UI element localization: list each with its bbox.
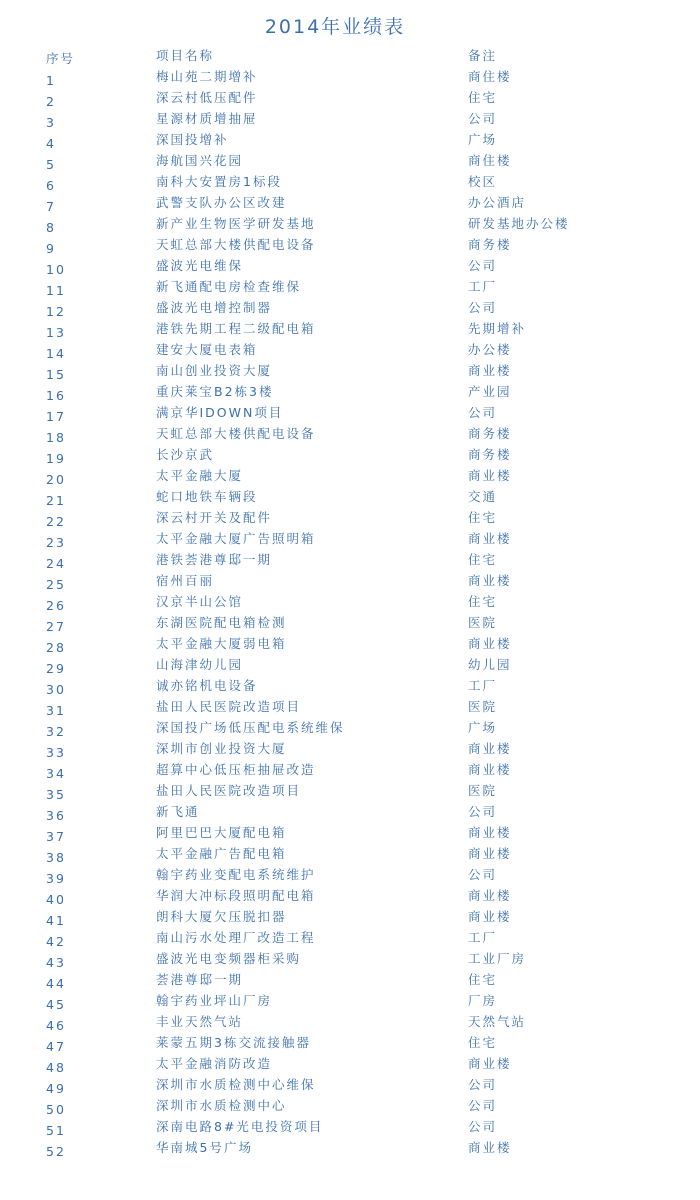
project-name: 深圳市水质检测中心维保: [156, 1077, 316, 1092]
table-row: [0, 696, 700, 717]
project-name: 深国投增补: [156, 132, 229, 147]
project-name: 汉京半山公馆: [156, 594, 244, 609]
project-name: 深南电路8#光电投资项目: [156, 1119, 324, 1134]
table-row: [0, 675, 700, 696]
row-number: 45: [46, 997, 66, 1012]
table-row: [0, 465, 700, 486]
row-note: 工厂: [468, 930, 498, 945]
table-header-row: [0, 45, 700, 66]
row-number: 42: [46, 934, 66, 949]
project-name: 深圳市创业投资大厦: [156, 741, 287, 756]
row-note: 商住楼: [468, 153, 512, 168]
row-number: 2: [46, 94, 56, 109]
row-number: 1: [46, 73, 56, 88]
row-note: 商业楼: [468, 531, 512, 546]
table-row: [0, 927, 700, 948]
row-number: 4: [46, 136, 56, 151]
performance-table: [0, 45, 700, 1158]
row-note: 医院: [468, 615, 498, 630]
project-name: 翰宇药业坪山厂房: [156, 993, 273, 1008]
row-note: 先期增补: [468, 321, 527, 336]
project-name: 深云村开关及配件: [156, 510, 273, 525]
row-note: 住宅: [468, 972, 498, 987]
project-name: 建安大厦电表箱: [156, 342, 258, 357]
row-note: 公司: [468, 405, 498, 420]
row-note: 医院: [468, 699, 498, 714]
project-name: 荟港尊邸一期: [156, 972, 244, 987]
row-number: 20: [46, 472, 66, 487]
table-row: [0, 423, 700, 444]
project-name: 山海津幼儿园: [156, 657, 244, 672]
row-number: 46: [46, 1018, 66, 1033]
row-note: 公司: [468, 111, 498, 126]
table-row: [0, 1053, 700, 1074]
row-number: 38: [46, 850, 66, 865]
table-row: [0, 864, 700, 885]
row-note: 工业厂房: [468, 951, 527, 966]
row-note: 商业楼: [468, 741, 512, 756]
table-row: [0, 780, 700, 801]
row-note: 住宅: [468, 510, 498, 525]
row-number: 19: [46, 451, 66, 466]
project-name: 新产业生物医学研发基地: [156, 216, 316, 231]
project-name: 盛波光电增控制器: [156, 300, 273, 315]
project-name: 太平金融大厦: [156, 468, 244, 483]
table-row: [0, 486, 700, 507]
column-header-name: 项目名称: [156, 48, 215, 63]
row-number: 23: [46, 535, 66, 550]
project-name: 天虹总部大楼供配电设备: [156, 426, 316, 441]
table-row: [0, 738, 700, 759]
row-note: 办公酒店: [468, 195, 527, 210]
project-name: 太平金融消防改造: [156, 1056, 273, 1071]
table-row: [0, 633, 700, 654]
table-row: [0, 822, 700, 843]
row-note: 商业楼: [468, 1056, 512, 1071]
project-name: 盐田人民医院改造项目: [156, 783, 302, 798]
row-note: 幼儿园: [468, 657, 512, 672]
project-name: 莱蒙五期3栋交流接触器: [156, 1035, 311, 1050]
row-note: 厂房: [468, 993, 498, 1008]
project-name: 南山污水处理厂改造工程: [156, 930, 316, 945]
table-row: [0, 990, 700, 1011]
row-note: 广场: [468, 132, 498, 147]
row-number: 40: [46, 892, 66, 907]
row-note: 商务楼: [468, 447, 512, 462]
row-number: 14: [46, 346, 66, 361]
table-row: [0, 171, 700, 192]
table-row: [0, 276, 700, 297]
row-note: 商务楼: [468, 237, 512, 252]
table-row: [0, 87, 700, 108]
table-row: [0, 1074, 700, 1095]
row-note: 住宅: [468, 552, 498, 567]
row-number: 12: [46, 304, 66, 319]
row-note: 校区: [468, 174, 498, 189]
row-number: 51: [46, 1123, 66, 1138]
row-note: 商业楼: [468, 909, 512, 924]
project-name: 星源材质增抽屉: [156, 111, 258, 126]
project-name: 超算中心低压柜抽屉改造: [156, 762, 316, 777]
table-row: [0, 108, 700, 129]
row-note: 工厂: [468, 678, 498, 693]
project-name: 朗科大厦欠压脱扣器: [156, 909, 287, 924]
row-number: 24: [46, 556, 66, 571]
row-number: 37: [46, 829, 66, 844]
row-number: 8: [46, 220, 56, 235]
table-row: [0, 570, 700, 591]
project-name: 天虹总部大楼供配电设备: [156, 237, 316, 252]
row-number: 25: [46, 577, 66, 592]
project-name: 南山创业投资大厦: [156, 363, 273, 378]
project-name: 新飞通: [156, 804, 200, 819]
row-number: 32: [46, 724, 66, 739]
table-row: [0, 255, 700, 276]
project-name: 重庆莱宝B2栋3楼: [156, 384, 274, 399]
project-name: 港铁荟港尊邸一期: [156, 552, 273, 567]
table-row: [0, 654, 700, 675]
row-note: 商业楼: [468, 825, 512, 840]
project-name: 深国投广场低压配电系统维保: [156, 720, 345, 735]
table-row: [0, 297, 700, 318]
row-note: 商住楼: [468, 69, 512, 84]
table-row: [0, 339, 700, 360]
row-number: 28: [46, 640, 66, 655]
project-name: 深云村低压配件: [156, 90, 258, 105]
row-note: 商业楼: [468, 363, 512, 378]
project-name: 武警支队办公区改建: [156, 195, 287, 210]
project-name: 南科大安置房1标段: [156, 174, 282, 189]
row-number: 27: [46, 619, 66, 634]
project-name: 满京华IDOWN项目: [156, 405, 284, 420]
project-name: 长沙京武: [156, 447, 215, 462]
row-number: 52: [46, 1144, 66, 1159]
row-note: 公司: [468, 300, 498, 315]
table-row: [0, 906, 700, 927]
project-name: 华南城5号广场: [156, 1140, 253, 1155]
page-title: 2014年业绩表: [264, 16, 406, 38]
table-row: [0, 759, 700, 780]
row-number: 33: [46, 745, 66, 760]
table-row: [0, 360, 700, 381]
row-number: 9: [46, 241, 56, 256]
row-number: 30: [46, 682, 66, 697]
table-row: [0, 843, 700, 864]
row-number: 50: [46, 1102, 66, 1117]
row-note: 广场: [468, 720, 498, 735]
table-row: [0, 192, 700, 213]
table-row: [0, 612, 700, 633]
table-row: [0, 1032, 700, 1053]
project-name: 梅山苑二期增补: [156, 69, 258, 84]
row-note: 商业楼: [468, 468, 512, 483]
project-name: 宿州百丽: [156, 573, 215, 588]
row-number: 44: [46, 976, 66, 991]
row-note: 住宅: [468, 594, 498, 609]
table-row: [0, 528, 700, 549]
row-note: 商业楼: [468, 846, 512, 861]
table-row: [0, 1095, 700, 1116]
row-number: 29: [46, 661, 66, 676]
row-note: 商业楼: [468, 573, 512, 588]
table-row: [0, 234, 700, 255]
row-note: 天然气站: [468, 1014, 527, 1029]
row-note: 公司: [468, 1119, 498, 1134]
row-number: 17: [46, 409, 66, 424]
table-row: [0, 1011, 700, 1032]
row-note: 商业楼: [468, 888, 512, 903]
row-number: 49: [46, 1081, 66, 1096]
project-name: 盛波光电变频器柜采购: [156, 951, 302, 966]
table-row: [0, 129, 700, 150]
row-note: 住宅: [468, 90, 498, 105]
row-note: 公司: [468, 1077, 498, 1092]
row-number: 34: [46, 766, 66, 781]
row-note: 办公楼: [468, 342, 512, 357]
table-row: [0, 969, 700, 990]
table-row: [0, 885, 700, 906]
row-note: 产业园: [468, 384, 512, 399]
table-row: [0, 150, 700, 171]
table-body: [0, 66, 700, 1158]
table-row: [0, 717, 700, 738]
table-row: [0, 801, 700, 822]
project-name: 太平金融大厦广告照明箱: [156, 531, 316, 546]
row-note: 商业楼: [468, 636, 512, 651]
row-note: 商业楼: [468, 1140, 512, 1155]
table-row: [0, 1137, 700, 1158]
row-number: 22: [46, 514, 66, 529]
row-number: 7: [46, 199, 56, 214]
row-number: 5: [46, 157, 56, 172]
row-note: 公司: [468, 867, 498, 882]
row-number: 11: [46, 283, 66, 298]
table-row: [0, 1116, 700, 1137]
project-name: 港铁先期工程二级配电箱: [156, 321, 316, 336]
table-row: [0, 381, 700, 402]
row-note: 交通: [468, 489, 498, 504]
row-number: 48: [46, 1060, 66, 1075]
row-number: 43: [46, 955, 66, 970]
row-note: 公司: [468, 804, 498, 819]
row-number: 3: [46, 115, 56, 130]
project-name: 深圳市水质检测中心: [156, 1098, 287, 1113]
table-row: [0, 591, 700, 612]
project-name: 太平金融大厦弱电箱: [156, 636, 287, 651]
project-name: 盛波光电维保: [156, 258, 244, 273]
row-number: 35: [46, 787, 66, 802]
row-number: 31: [46, 703, 66, 718]
row-note: 研发基地办公楼: [468, 216, 570, 231]
project-name: 翰宇药业变配电系统维护: [156, 867, 316, 882]
table-row: [0, 444, 700, 465]
row-number: 13: [46, 325, 66, 340]
project-name: 东湖医院配电箱检测: [156, 615, 287, 630]
project-name: 海航国兴花园: [156, 153, 244, 168]
row-number: 41: [46, 913, 66, 928]
table-row: [0, 213, 700, 234]
row-number: 36: [46, 808, 66, 823]
table-row: [0, 507, 700, 528]
project-name: 新飞通配电房检查维保: [156, 279, 302, 294]
project-name: 丰业天然气站: [156, 1014, 244, 1029]
table-row: [0, 66, 700, 87]
project-name: 阿里巴巴大厦配电箱: [156, 825, 287, 840]
row-number: 6: [46, 178, 56, 193]
project-name: 华润大冲标段照明配电箱: [156, 888, 316, 903]
project-name: 诚亦铭机电设备: [156, 678, 258, 693]
column-header-note: 备注: [468, 48, 498, 63]
project-name: 盐田人民医院改造项目: [156, 699, 302, 714]
table-row: [0, 948, 700, 969]
table-row: [0, 402, 700, 423]
column-header-no: 序号: [46, 51, 76, 66]
row-note: 商务楼: [468, 426, 512, 441]
project-name: 蛇口地铁车辆段: [156, 489, 258, 504]
row-note: 公司: [468, 258, 498, 273]
row-number: 21: [46, 493, 66, 508]
row-number: 39: [46, 871, 66, 886]
row-number: 26: [46, 598, 66, 613]
table-row: [0, 318, 700, 339]
row-note: 商业楼: [468, 762, 512, 777]
row-number: 16: [46, 388, 66, 403]
project-name: 太平金融广告配电箱: [156, 846, 287, 861]
row-number: 47: [46, 1039, 66, 1054]
row-note: 住宅: [468, 1035, 498, 1050]
row-number: 18: [46, 430, 66, 445]
row-note: 公司: [468, 1098, 498, 1113]
row-number: 15: [46, 367, 66, 382]
row-note: 医院: [468, 783, 498, 798]
row-note: 工厂: [468, 279, 498, 294]
row-number: 10: [46, 262, 66, 277]
table-row: [0, 549, 700, 570]
